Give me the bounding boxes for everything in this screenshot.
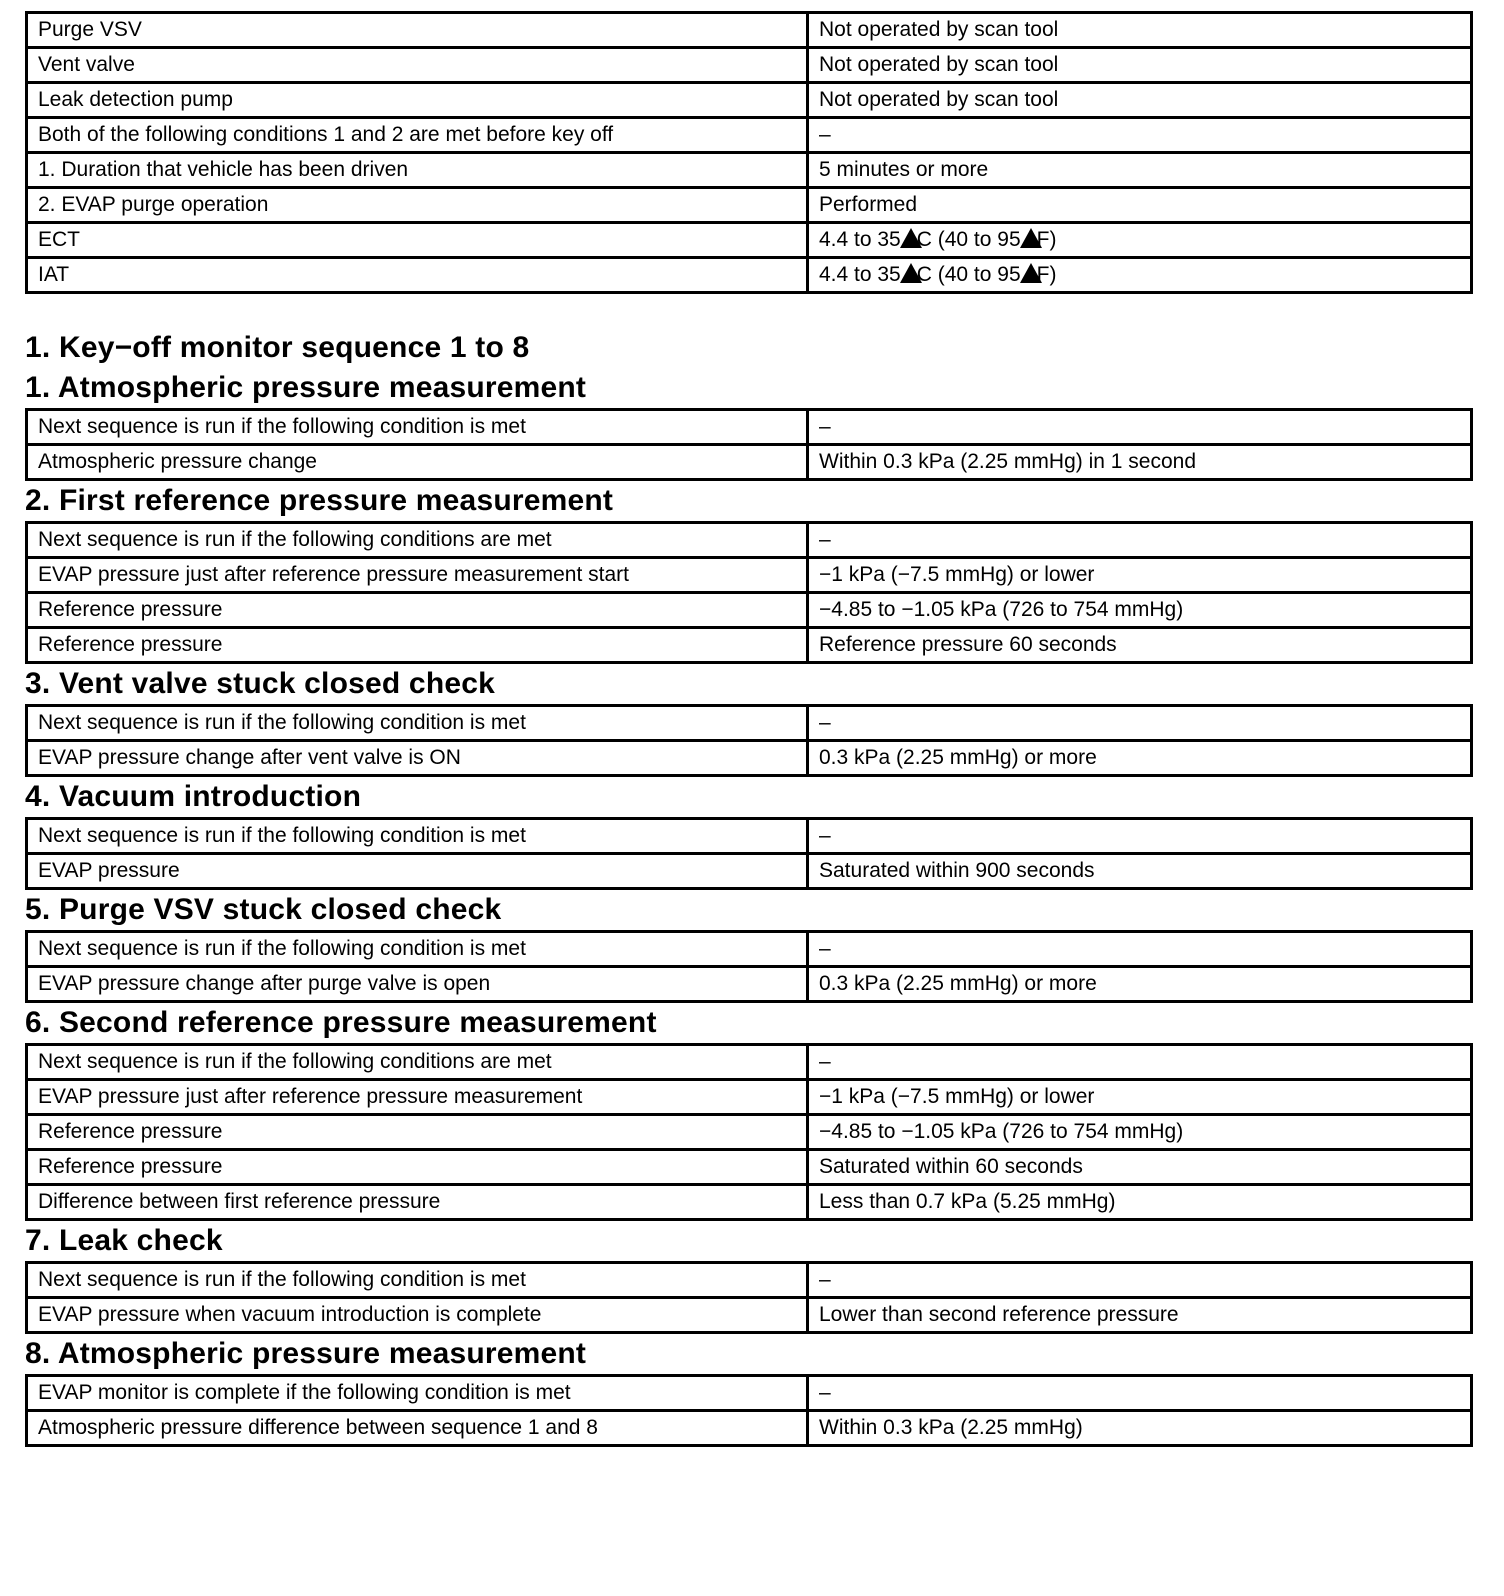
value-cell: −4.85 to −1.05 kPa (726 to 754 mmHg) xyxy=(808,1115,1472,1150)
condition-cell: IAT xyxy=(27,258,808,293)
value-cell: – xyxy=(808,819,1472,854)
condition-cell: Next sequence is run if the following condition is met xyxy=(27,819,808,854)
section-table xyxy=(25,930,1473,1003)
condition-cell: Reference pressure xyxy=(27,1115,808,1150)
table-row xyxy=(27,628,1472,663)
condition-cell: Reference pressure xyxy=(27,1150,808,1185)
condition-cell: Leak detection pump xyxy=(27,83,808,118)
value-cell: – xyxy=(808,1263,1472,1298)
section-table xyxy=(25,704,1473,777)
condition-cell: EVAP pressure xyxy=(27,854,808,889)
value-cell: Not operated by scan tool xyxy=(808,13,1472,48)
value-cell: Within 0.3 kPa (2.25 mmHg) in 1 second xyxy=(808,445,1472,480)
section-table xyxy=(25,817,1473,890)
table-row xyxy=(27,1263,1472,1298)
table-row xyxy=(27,258,1472,293)
degree-mark-icon xyxy=(900,263,922,283)
table-row xyxy=(27,1045,1472,1080)
section-table-body xyxy=(27,706,1472,776)
section-heading: 3. Vent valve stuck closed check xyxy=(25,667,495,700)
value-cell: Not operated by scan tool xyxy=(808,83,1472,118)
section-table xyxy=(25,408,1473,481)
value-cell: – xyxy=(808,706,1472,741)
condition-cell: Vent valve xyxy=(27,48,808,83)
section-table xyxy=(25,1374,1473,1447)
value-cell: 0.3 kPa (2.25 mmHg) or more xyxy=(808,967,1472,1002)
table-row xyxy=(27,1298,1472,1333)
value-cell: Less than 0.7 kPa (5.25 mmHg) xyxy=(808,1185,1472,1220)
sequence-sections xyxy=(25,368,1473,1447)
table-row xyxy=(27,854,1472,889)
table-row xyxy=(27,1411,1472,1446)
condition-cell: Difference between first reference pressure xyxy=(27,1185,808,1220)
section-table xyxy=(25,1261,1473,1334)
value-cell: – xyxy=(808,410,1472,445)
condition-cell: 1. Duration that vehicle has been driven xyxy=(27,153,808,188)
table-row xyxy=(27,153,1472,188)
section-table-body xyxy=(27,523,1472,663)
value-cell: Saturated within 60 seconds xyxy=(808,1150,1472,1185)
degree-mark-icon xyxy=(1020,228,1042,248)
condition-cell: Both of the following conditions 1 and 2 are met before key off xyxy=(27,118,808,153)
section-heading: 7. Leak check xyxy=(25,1224,223,1257)
table-row xyxy=(27,1115,1472,1150)
section-heading: 4. Vacuum introduction xyxy=(25,780,362,813)
condition-cell: 2. EVAP purge operation xyxy=(27,188,808,223)
table-row xyxy=(27,967,1472,1002)
conditions-table xyxy=(25,11,1473,294)
condition-cell: EVAP pressure change after vent valve is ON xyxy=(27,741,808,776)
table-row xyxy=(27,13,1472,48)
table-row xyxy=(27,223,1472,258)
main-heading: 1. Key−off monitor sequence 1 to 8 xyxy=(25,331,530,364)
table-row xyxy=(27,523,1472,558)
section-table-body xyxy=(27,819,1472,889)
condition-cell: ECT xyxy=(27,223,808,258)
value-cell: −1 kPa (−7.5 mmHg) or lower xyxy=(808,558,1472,593)
table-row xyxy=(27,410,1472,445)
spacer xyxy=(25,294,1473,328)
table-row xyxy=(27,188,1472,223)
value-cell: Saturated within 900 seconds xyxy=(808,854,1472,889)
value-cell: 5 minutes or more xyxy=(808,153,1472,188)
table-row xyxy=(27,1080,1472,1115)
table-row xyxy=(27,741,1472,776)
document-page xyxy=(25,11,1473,1447)
section-table-body xyxy=(27,1376,1472,1446)
table-row xyxy=(27,83,1472,118)
degree-mark-icon xyxy=(1020,263,1042,283)
value-cell: 4.4 to 35 C (40 to 95 F) xyxy=(808,223,1472,258)
table-row xyxy=(27,118,1472,153)
table-row xyxy=(27,1185,1472,1220)
value-cell: −1 kPa (−7.5 mmHg) or lower xyxy=(808,1080,1472,1115)
table-row xyxy=(27,445,1472,480)
value-cell: – xyxy=(808,523,1472,558)
degree-mark-icon xyxy=(900,228,922,248)
condition-cell: Next sequence is run if the following conditions are met xyxy=(27,1045,808,1080)
value-cell: Not operated by scan tool xyxy=(808,48,1472,83)
section-heading: 1. Atmospheric pressure measurement xyxy=(25,371,587,404)
condition-cell: Next sequence is run if the following conditions are met xyxy=(27,523,808,558)
conditions-table-body xyxy=(27,13,1472,293)
value-cell: – xyxy=(808,118,1472,153)
table-row xyxy=(27,932,1472,967)
condition-cell: Next sequence is run if the following condition is met xyxy=(27,932,808,967)
condition-cell: EVAP pressure just after reference pressure measurement start xyxy=(27,558,808,593)
condition-cell: Atmospheric pressure difference between sequence 1 and 8 xyxy=(27,1411,808,1446)
table-row xyxy=(27,706,1472,741)
table-row xyxy=(27,1150,1472,1185)
section-table-body xyxy=(27,1045,1472,1220)
section-table-body xyxy=(27,932,1472,1002)
table-row xyxy=(27,558,1472,593)
condition-cell: Next sequence is run if the following condition is met xyxy=(27,706,808,741)
table-row xyxy=(27,593,1472,628)
condition-cell: Reference pressure xyxy=(27,628,808,663)
condition-cell: EVAP pressure when vacuum introduction is complete xyxy=(27,1298,808,1333)
value-cell: −4.85 to −1.05 kPa (726 to 754 mmHg) xyxy=(808,593,1472,628)
value-cell: Lower than second reference pressure xyxy=(808,1298,1472,1333)
value-cell: – xyxy=(808,1045,1472,1080)
value-cell: – xyxy=(808,932,1472,967)
section-table-body xyxy=(27,410,1472,480)
table-row xyxy=(27,819,1472,854)
value-cell: Performed xyxy=(808,188,1472,223)
section-heading: 5. Purge VSV stuck closed check xyxy=(25,893,502,926)
condition-cell: EVAP pressure just after reference pressure measurement xyxy=(27,1080,808,1115)
condition-cell: Next sequence is run if the following condition is met xyxy=(27,410,808,445)
section-table xyxy=(25,521,1473,664)
value-cell: – xyxy=(808,1376,1472,1411)
condition-cell: EVAP monitor is complete if the following condition is met xyxy=(27,1376,808,1411)
condition-cell: Purge VSV xyxy=(27,13,808,48)
condition-cell: EVAP pressure change after purge valve is open xyxy=(27,967,808,1002)
value-cell: Reference pressure 60 seconds xyxy=(808,628,1472,663)
table-row xyxy=(27,48,1472,83)
value-cell: 0.3 kPa (2.25 mmHg) or more xyxy=(808,741,1472,776)
condition-cell: Reference pressure xyxy=(27,593,808,628)
section-heading: 8. Atmospheric pressure measurement xyxy=(25,1337,587,1370)
table-row xyxy=(27,1376,1472,1411)
value-cell: 4.4 to 35 C (40 to 95 F) xyxy=(808,258,1472,293)
section-table xyxy=(25,1043,1473,1221)
condition-cell: Atmospheric pressure change xyxy=(27,445,808,480)
section-heading: 6. Second reference pressure measurement xyxy=(25,1006,657,1039)
condition-cell: Next sequence is run if the following condition is met xyxy=(27,1263,808,1298)
value-cell: Within 0.3 kPa (2.25 mmHg) xyxy=(808,1411,1472,1446)
section-heading: 2. First reference pressure measurement xyxy=(25,484,614,517)
section-table-body xyxy=(27,1263,1472,1333)
